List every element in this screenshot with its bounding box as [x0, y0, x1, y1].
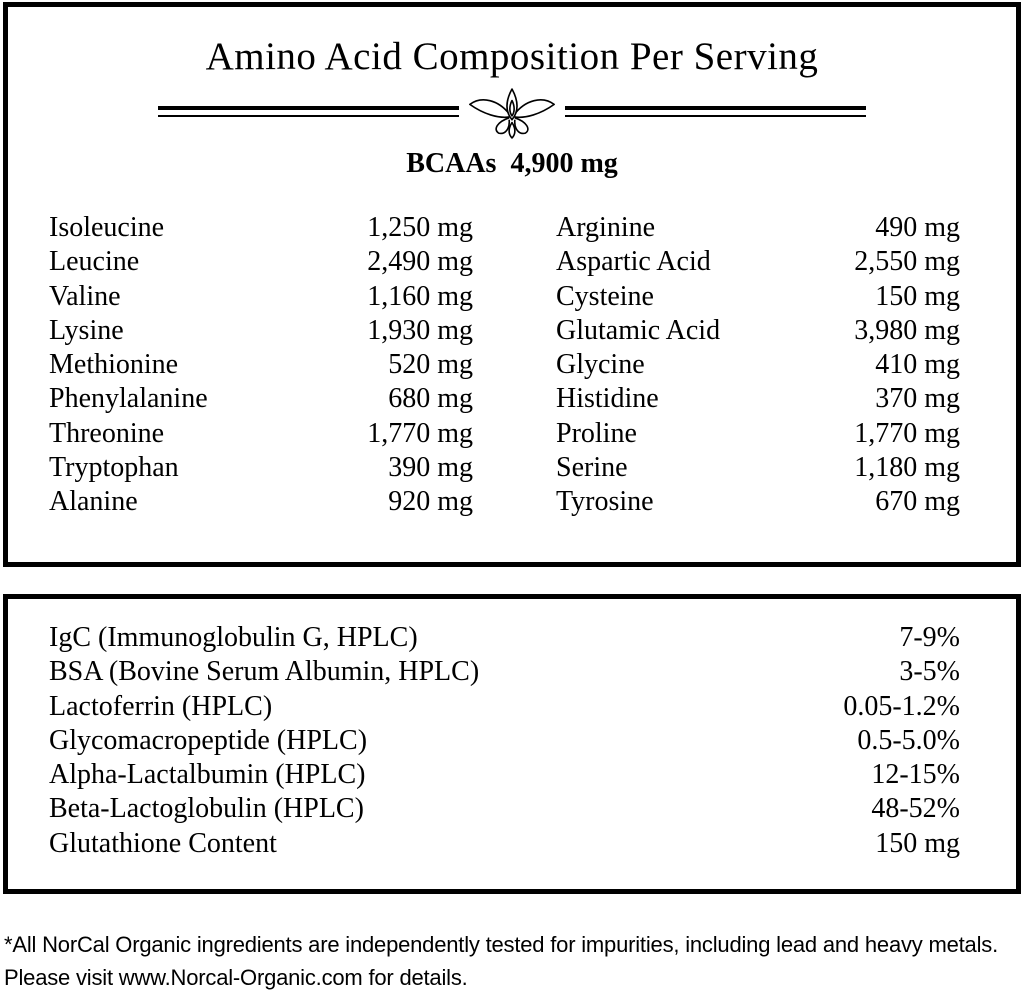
amino-name: Proline [556, 417, 637, 449]
amino-name: Lysine [49, 314, 124, 346]
protein-fractions-table [8, 621, 1016, 861]
fraction-name: Glycomacropeptide (HPLC) [49, 724, 368, 756]
fraction-name: Alpha-Lactalbumin (HPLC) [49, 759, 366, 791]
table-row [556, 348, 960, 382]
amino-name: Valine [49, 280, 121, 312]
amino-name: Tryptophan [49, 452, 179, 484]
amino-column-right [556, 211, 960, 520]
table-row [556, 280, 960, 314]
amino-name: Glutamic Acid [556, 314, 721, 346]
amino-amount: 680 mg [388, 383, 473, 415]
amino-column-left [49, 211, 473, 520]
amino-amount: 1,770 mg [854, 417, 960, 449]
amino-name: Threonine [49, 417, 165, 449]
amino-name: Aspartic Acid [556, 246, 711, 278]
table-row [49, 245, 473, 279]
amino-name: Histidine [556, 383, 659, 415]
lotus-ornament-icon [459, 86, 565, 140]
table-row [49, 827, 960, 861]
fraction-name: BSA (Bovine Serum Albumin, HPLC) [49, 656, 480, 688]
amino-amount: 1,250 mg [367, 212, 473, 243]
amino-amount: 2,490 mg [367, 246, 473, 278]
amino-name: Leucine [49, 246, 140, 278]
fraction-value: 150 mg [875, 827, 960, 859]
table-row [556, 485, 960, 519]
table-row [556, 245, 960, 279]
fraction-value: 0.5-5.0% [857, 724, 960, 756]
table-row [49, 280, 473, 314]
amino-name: Glycine [556, 349, 645, 381]
table-row [49, 451, 473, 485]
table-row [49, 690, 960, 724]
fraction-name: IgC (Immunoglobulin G, HPLC) [49, 622, 418, 653]
table-row [49, 314, 473, 348]
bcaa-total: BCAAs 4,900 mg [406, 148, 618, 179]
table-row [49, 211, 473, 245]
table-row [49, 417, 473, 451]
amino-name: Cysteine [556, 280, 654, 312]
table-row [556, 382, 960, 416]
amino-amount: 150 mg [875, 280, 960, 312]
amino-amount: 920 mg [388, 486, 473, 518]
fraction-value: 7-9% [899, 622, 960, 653]
amino-amount: 490 mg [875, 212, 960, 243]
fraction-value: 3-5% [899, 656, 960, 688]
amino-amount: 2,550 mg [854, 246, 960, 278]
table-row [556, 417, 960, 451]
amino-amount: 390 mg [388, 452, 473, 484]
table-row [49, 348, 473, 382]
amino-name: Methionine [49, 349, 179, 381]
table-row [556, 451, 960, 485]
amino-name: Alanine [49, 486, 138, 518]
amino-amount: 1,930 mg [367, 314, 473, 346]
amino-name: Serine [556, 452, 628, 484]
amino-amount: 670 mg [875, 486, 960, 518]
amino-acid-table [8, 211, 1016, 520]
amino-amount: 410 mg [875, 349, 960, 381]
fraction-name: Lactoferrin (HPLC) [49, 690, 273, 722]
amino-amount: 370 mg [875, 383, 960, 415]
amino-name: Phenylalanine [49, 383, 208, 415]
table-row [49, 758, 960, 792]
amino-amount: 1,180 mg [854, 452, 960, 484]
table-row [556, 314, 960, 348]
panel-title: Amino Acid Composition Per Serving [205, 35, 819, 78]
amino-name: Arginine [556, 212, 656, 243]
amino-acid-panel [3, 2, 1021, 567]
fraction-value: 48-52% [871, 793, 960, 825]
table-row [49, 655, 960, 689]
amino-name: Isoleucine [49, 212, 165, 243]
table-row [556, 211, 960, 245]
fraction-value: 12-15% [871, 759, 960, 791]
decorative-divider [158, 106, 866, 119]
amino-name: Tyrosine [556, 486, 654, 518]
amino-amount: 1,160 mg [367, 280, 473, 312]
table-row [49, 792, 960, 826]
fraction-name: Glutathione Content [49, 827, 277, 859]
amino-amount: 520 mg [388, 349, 473, 381]
table-row [49, 621, 960, 655]
amino-amount: 3,980 mg [854, 314, 960, 346]
protein-fractions-panel [3, 594, 1021, 894]
table-row [49, 382, 473, 416]
fraction-value: 0.05-1.2% [843, 690, 960, 722]
fraction-name: Beta-Lactoglobulin (HPLC) [49, 793, 364, 825]
testing-disclaimer: *All NorCal Organic ingredients are independently tested for impurities, including lead and heavy metals. Please visit www.Norcal-Organic.com for details. [4, 932, 998, 990]
amino-amount: 1,770 mg [367, 417, 473, 449]
table-row [49, 724, 960, 758]
table-row [49, 485, 473, 519]
